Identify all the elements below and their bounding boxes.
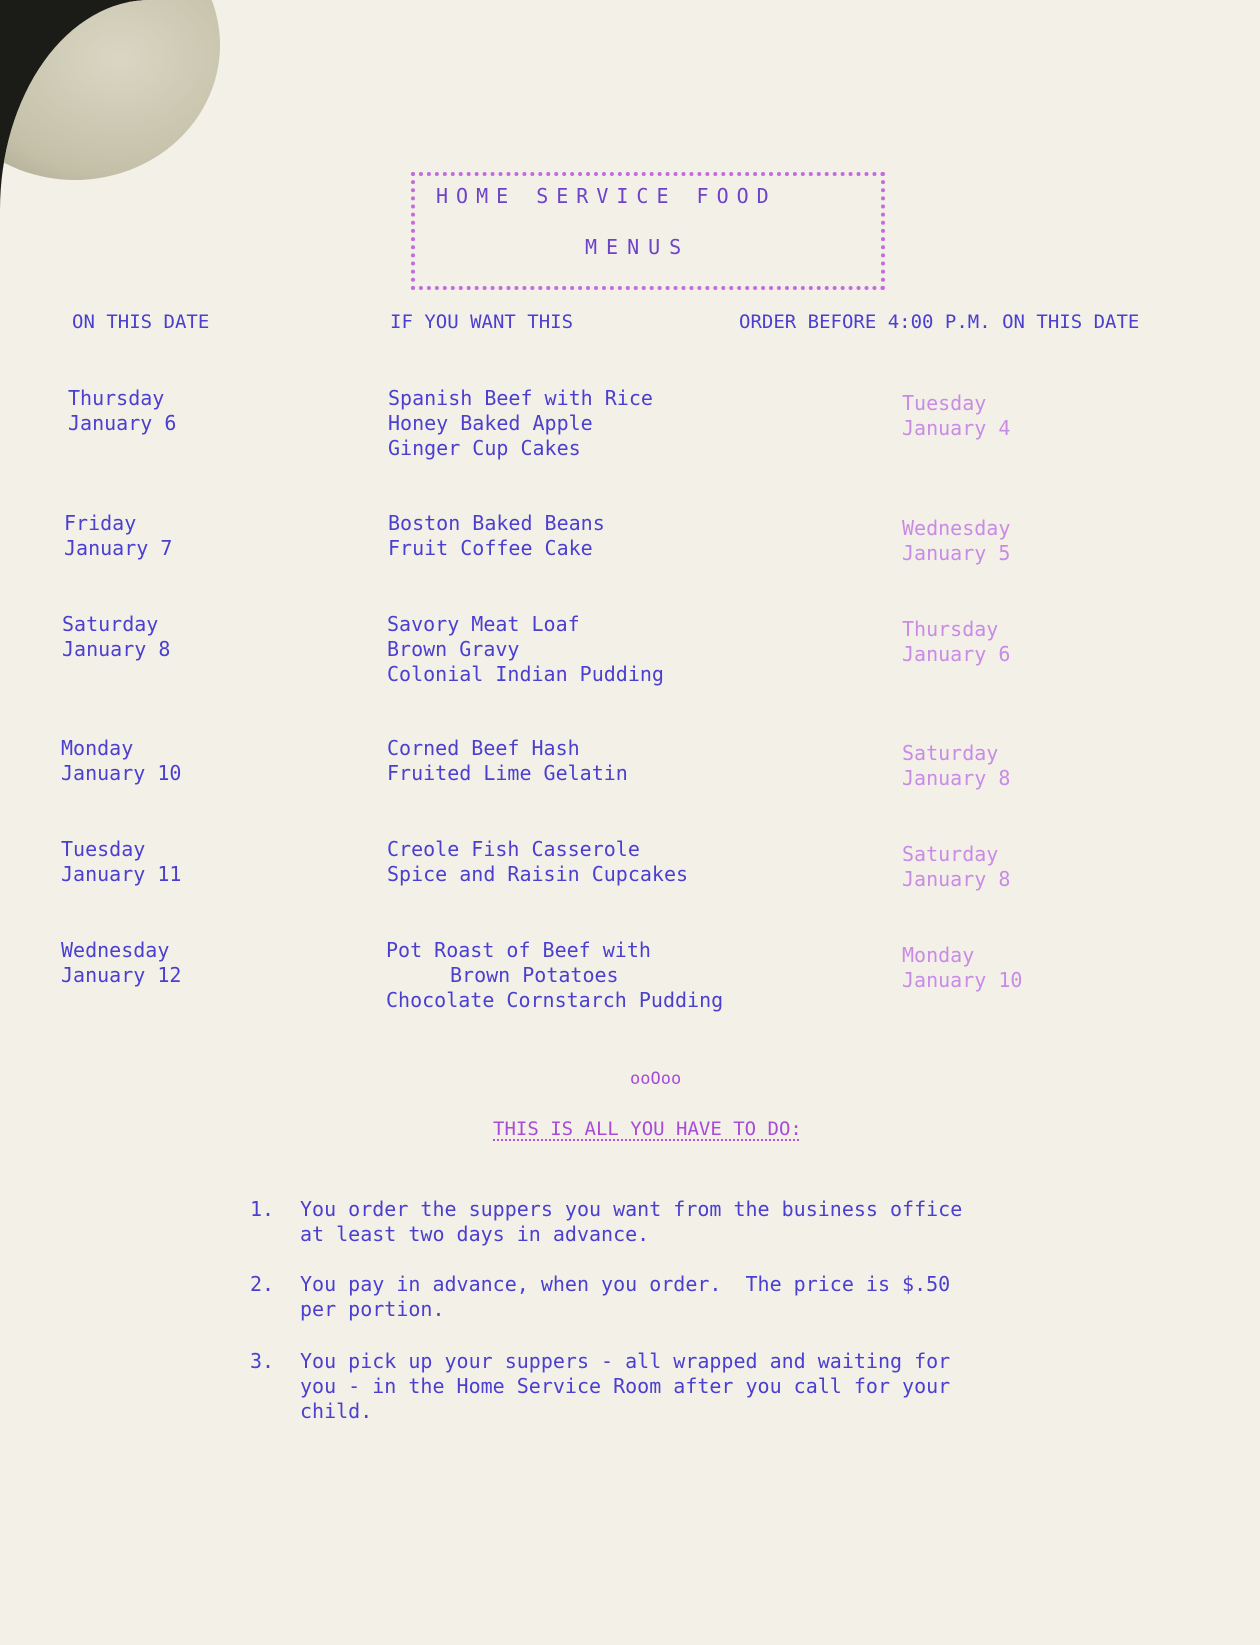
menu-row	[0, 938, 1260, 1038]
menu-item: Pot Roast of Beef with	[386, 938, 651, 962]
serve-date	[64, 511, 172, 561]
serve-date	[62, 612, 170, 662]
order-date: January 4	[902, 416, 1011, 440]
serve-date-text: January 12	[61, 963, 182, 987]
menu-item: Honey Baked Apple	[388, 411, 593, 435]
menu-item: Colonial Indian Pudding	[387, 662, 664, 686]
order-deadline	[902, 842, 1010, 892]
serve-date-text: January 7	[64, 536, 173, 560]
serve-date	[61, 938, 181, 988]
order-day: Saturday	[902, 842, 999, 866]
step-line: You pay in advance, when you order. The price is $.50	[300, 1272, 951, 1296]
menu-item: Savory Meat Loaf	[387, 612, 580, 636]
serve-day: Wednesday	[61, 938, 170, 962]
menu-items	[388, 386, 653, 461]
serve-day: Thursday	[68, 386, 165, 410]
step-line: You order the suppers you want from the business office	[300, 1197, 963, 1221]
order-day: Thursday	[902, 617, 999, 641]
menu-item: Creole Fish Casserole	[387, 837, 640, 861]
order-deadline	[902, 943, 1022, 993]
instructions-title: THIS IS ALL YOU HAVE TO DO:	[493, 1118, 802, 1140]
order-date: January 8	[902, 766, 1011, 790]
step-text	[300, 1272, 950, 1322]
serve-day: Tuesday	[61, 837, 146, 861]
menu-item: Fruited Lime Gelatin	[387, 761, 628, 785]
menu-item: Corned Beef Hash	[387, 736, 580, 760]
column-header-date: ON THIS DATE	[72, 311, 210, 333]
menu-item: Boston Baked Beans	[388, 511, 605, 535]
step-number: 3.	[250, 1349, 275, 1373]
serve-date-text: January 6	[68, 411, 177, 435]
step-line: You pick up your suppers - all wrapped and waiting for	[300, 1349, 951, 1373]
step-line: per portion.	[300, 1297, 445, 1321]
menu-item: Spanish Beef with Rice	[388, 386, 653, 410]
section-divider: ooOoo	[630, 1069, 682, 1089]
serve-date	[68, 386, 176, 436]
menu-items	[386, 938, 723, 1013]
order-date: January 6	[902, 642, 1011, 666]
menu-row	[0, 386, 1260, 486]
menu-item: Brown Gravy	[387, 637, 520, 661]
column-header-order: ORDER BEFORE 4:00 P.M. ON THIS DATE	[739, 311, 1140, 333]
serve-date	[61, 736, 181, 786]
serve-date-text: January 11	[61, 862, 182, 886]
step-number: 2.	[250, 1272, 275, 1296]
menu-item: Fruit Coffee Cake	[388, 536, 593, 560]
order-deadline	[902, 391, 1010, 441]
serve-date-text: January 10	[61, 761, 182, 785]
step-text	[300, 1197, 962, 1247]
order-date: January 10	[902, 968, 1023, 992]
order-deadline	[902, 516, 1010, 566]
menu-items	[387, 736, 628, 786]
order-deadline	[902, 741, 1010, 791]
menu-items	[388, 511, 605, 561]
menu-item: Chocolate Cornstarch Pudding	[386, 988, 724, 1012]
thumb-shadow	[0, 0, 220, 180]
order-date: January 8	[902, 867, 1011, 891]
menu-item: Brown Potatoes	[450, 963, 619, 987]
serve-date-text: January 8	[62, 637, 171, 661]
order-date: January 5	[902, 541, 1011, 565]
order-day: Monday	[902, 943, 975, 967]
menu-row	[0, 612, 1260, 712]
menu-item: Spice and Raisin Cupcakes	[387, 862, 689, 886]
order-day: Tuesday	[902, 391, 987, 415]
step-line: at least two days in advance.	[300, 1222, 650, 1246]
menu-row	[0, 511, 1260, 611]
header-title: HOME SERVICE FOOD	[436, 184, 777, 208]
order-deadline	[902, 617, 1010, 667]
menu-item: Ginger Cup Cakes	[388, 436, 581, 460]
order-day: Wednesday	[902, 516, 1011, 540]
column-header-want: IF YOU WANT THIS	[390, 311, 574, 333]
step-text	[300, 1349, 950, 1424]
menu-row	[0, 837, 1260, 937]
step-line: you - in the Home Service Room after you call for your	[300, 1374, 951, 1398]
step-number: 1.	[250, 1197, 275, 1221]
menu-row	[0, 736, 1260, 836]
step-line: child.	[300, 1399, 373, 1423]
menu-items	[387, 837, 688, 887]
order-day: Saturday	[902, 741, 999, 765]
serve-day: Friday	[64, 511, 137, 535]
menu-items	[387, 612, 664, 687]
serve-day: Monday	[61, 736, 134, 760]
serve-day: Saturday	[62, 612, 159, 636]
header-subtitle: MENUS	[585, 235, 691, 259]
serve-date	[61, 837, 181, 887]
